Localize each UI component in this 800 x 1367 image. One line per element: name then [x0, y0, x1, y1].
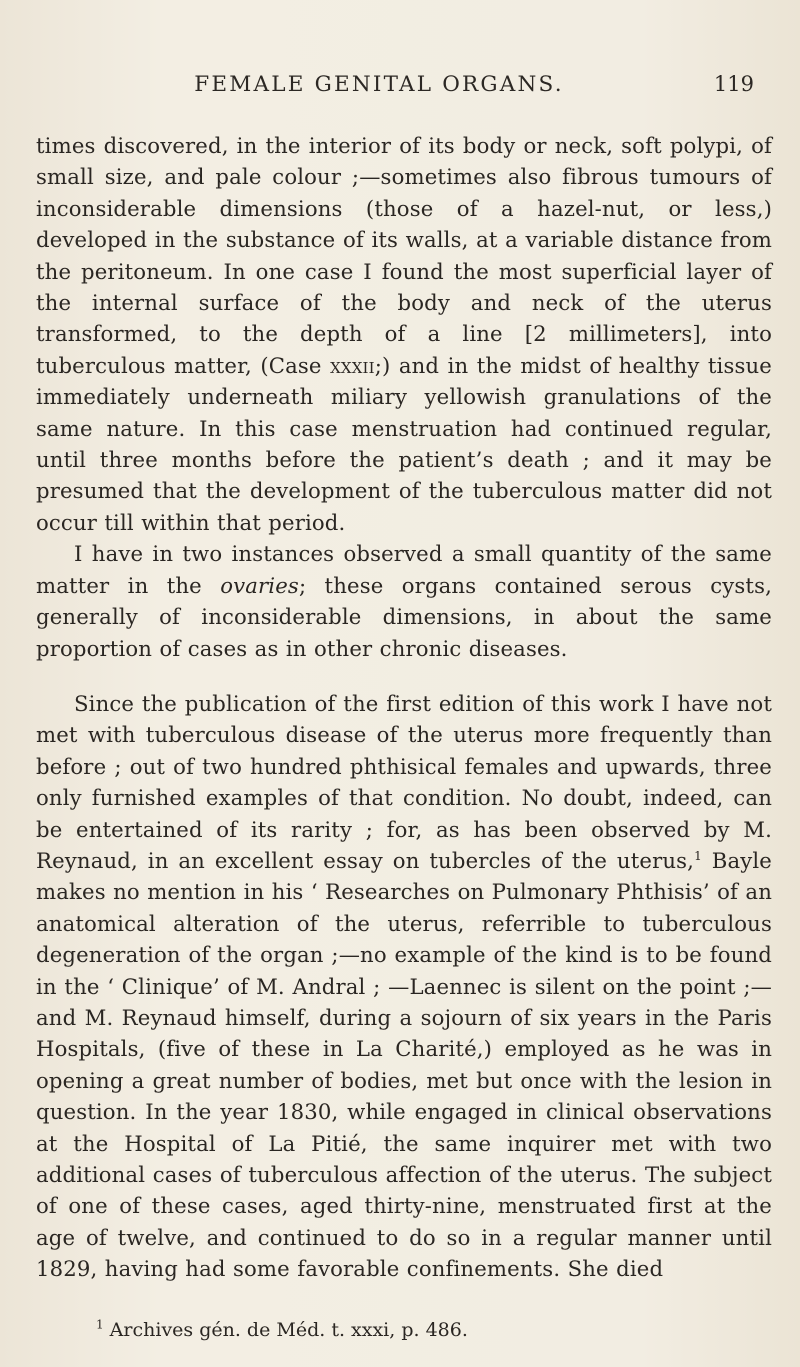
running-title: FEMALE GENITAL ORGANS.: [194, 72, 564, 97]
paragraph-3: [36, 688, 772, 1285]
paragraph-2-text-b: ; these organs contained serous cysts, generally of inconsiderable dimensions, in about the same proportion of cases as in other chronic diseases.: [36, 572, 772, 661]
paragraph-1-text-b: ;) and in the midst of healthy tissue immediately underneath miliary yellowish granulations of the same nature. In this case menstruation had continued regular, until three months before the patient’s death ; and it may be presumed that the development of the tuberculous matter did not occur till within that period.: [36, 352, 772, 535]
paragraph-1-text-a: times discovered, in the interior of its body or neck, soft polypi, of small size, and pale colour ;—sometimes also fibrous tumours of inconsiderable dimensions (those of a hazel-nut, or less,) developed in the substance of its walls, at a variable distance from the peritoneum. In one case I found the most superficial layer of the internal surface of the body and neck of the uterus transformed, to the depth of a line [2 millimeters], into tuberculous matter, (Case: [36, 133, 772, 378]
paragraph-3-text-b: Bayle makes no mention in his ‘ Researches on Pulmonary Phthisis’ of an anatomical alteration of the uterus, referrible to tuberculous degeneration of the organ ;—no example of the kind is to be found in the ‘ Clinique’ of M. Andral ; —Laennec is silent on the point ;—and M. Reynaud himself, during a sojourn of six years in the Paris Hospitals, (five of these in La Charité,) employed as he was in opening a great number of bodies, met but once with the lesion in question. In the year 1830, while engaged in clinical observations at the Hospital of La Pitié, the same inquirer met with two additional cases of tuberculous affection of the uterus. The subject of one of these cases, aged thirty-nine, menstruated first at the age of twelve, and continued to do so in a regular manner until 1829, having had some favorable confinements. She died: [36, 847, 772, 1282]
running-head: [36, 72, 772, 108]
paragraph-3-text-a: Since the publication of the first edition of this work I have not met with tuberculous disease of the uterus more frequently than before ; out of two hundred phthisical females and upwards, three only furnished examples of that condition. No doubt, indeed, can be entertained of its rarity ; for, as has been observed by M. Reynaud, in an excellent essay on tubercles of the uterus,: [36, 690, 772, 873]
paragraph-2: [36, 538, 772, 664]
page-number: 119: [713, 72, 754, 96]
case-reference: xxxii: [330, 352, 375, 378]
emphasis-ovaries: ovaries: [220, 572, 299, 598]
footnote-mark: 1: [96, 1317, 104, 1332]
paragraph-1: [36, 130, 772, 538]
footnote: [36, 1317, 772, 1343]
section-gap: [36, 664, 772, 688]
footnote-text: Archives gén. de Méd. t. xxxi, p. 486.: [103, 1318, 468, 1341]
paragraph-2-text-a: I have in two instances observed a small quantity of the same matter in the: [36, 541, 772, 598]
footnote-reference: 1: [694, 848, 702, 863]
